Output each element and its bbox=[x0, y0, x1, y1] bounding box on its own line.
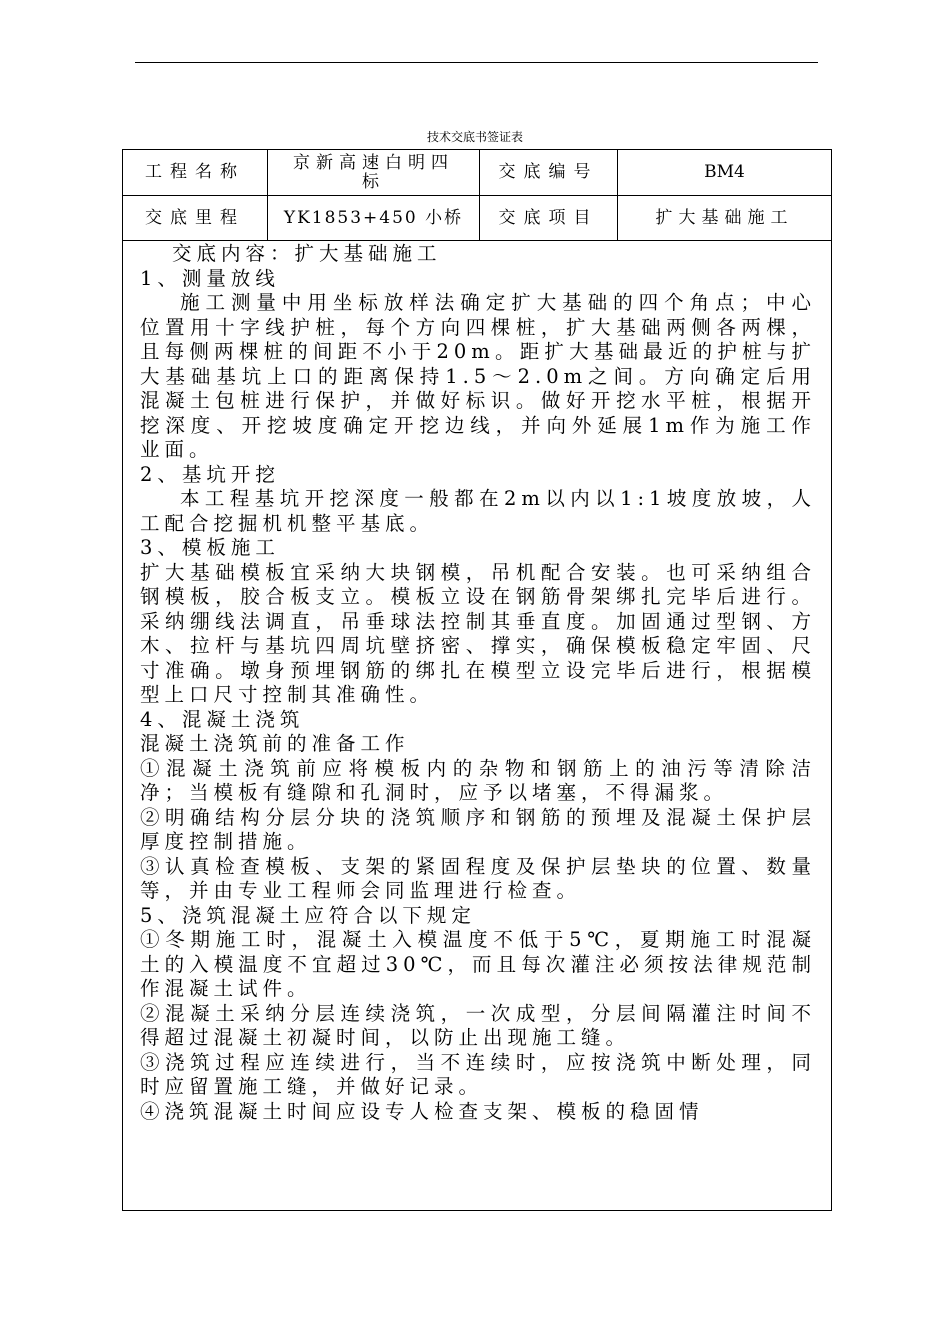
section-heading: 3、模板施工 bbox=[140, 536, 280, 559]
mileage-label: 交底里程 bbox=[123, 196, 268, 240]
section-heading: 4、混凝土浇筑 bbox=[140, 707, 305, 731]
list-item: ①冬期施工时，混凝土入模温度不低于5℃，夏期施工时混凝土的入模温度不宜超过30℃，而且每次灌注必须按法律规范制作混凝土试件。 bbox=[140, 928, 816, 1000]
paragraph: 本工程基坑开挖深度一般都在2m以内以1:1坡度放坡，人工配合挖掘机机整平基底。 bbox=[140, 487, 816, 535]
item-value: 扩大基础施工 bbox=[655, 207, 794, 228]
header-rule bbox=[135, 62, 818, 63]
content-heading: 交底内容：扩大基础施工 bbox=[172, 242, 442, 265]
paragraph: 扩大基础模板宜采纳大块钢模，吊机配合安装。也可采纳组合钢模板，胶合板支立。模板立设在钢筋骨架绑扎完毕后进行。采纳绷线法调直，吊垂球法控制其垂直度。加固通过型钢、方木、拉杆与基坑四周坑壁挤密、撑实，确保模板稳定牢固、尺寸准确。墩身预埋钢筋的绑扎在模型立设完毕后进行，根据模型上口尺寸控制其准确性。 bbox=[140, 560, 816, 706]
form-row-project bbox=[123, 150, 831, 196]
mileage-value: YK1853+450 小桥 bbox=[268, 196, 480, 240]
project-name-label: 工程名称 bbox=[123, 150, 268, 195]
section-heading: 1、测量放线 bbox=[140, 266, 280, 290]
list-item: ①混凝土浇筑前应将模板内的杂物和钢筋上的油污等清除洁净；当模板有缝隙和孔洞时，应予以堵塞，不得漏浆。 bbox=[140, 756, 816, 804]
subheading: 混凝土浇筑前的准备工作 bbox=[140, 732, 410, 755]
paragraph: 施工测量中用坐标放样法确定扩大基础的四个角点；中心位置用十字线护桩，每个方向四棵桩，扩大基础两侧各两棵，且每侧两棵桩的间距不小于20m。距扩大基础最近的护桩与扩大基础基坑上口的距离保持1.5～2.0m之间。方向确定后用混凝土包桩进行保护，并做好标识。做好开挖水平桩，根据开挖深度、开挖坡度确定开挖边线，并向外延展1m作为施工作业面。 bbox=[140, 291, 816, 461]
code-value: BM4 bbox=[704, 162, 745, 182]
list-item: ④浇筑混凝土时间应设专人检查支架、模板的稳固情 bbox=[140, 1099, 704, 1123]
content-body bbox=[140, 242, 816, 1124]
code-label: 交底编号 bbox=[480, 150, 618, 195]
list-item: ③浇筑过程应连续进行，当不连续时，应按浇筑中断处理，同时应留置施工缝，并做好记录。 bbox=[140, 1050, 816, 1098]
section-heading: 2、基坑开挖 bbox=[140, 462, 280, 486]
form-row-mileage bbox=[123, 196, 831, 241]
project-name-value: 京新高速白明四标 bbox=[268, 150, 480, 195]
signoff-form bbox=[122, 149, 832, 1211]
document-title: 技术交底书签证表 bbox=[426, 130, 523, 144]
section-heading: 5、浇筑混凝土应符合以下规定 bbox=[140, 903, 476, 927]
item-label: 交底项目 bbox=[480, 196, 618, 240]
list-item: ③认真检查模板、支架的紧固程度及保护层垫块的位置、数量等，并由专业工程师会同监理进行检查。 bbox=[140, 854, 816, 902]
list-item: ②混凝土采纳分层连续浇筑，一次成型，分层间隔灌注时间不得超过混凝土初凝时间，以防止出现施工缝。 bbox=[140, 1001, 816, 1049]
list-item: ②明确结构分层分块的浇筑顺序和钢筋的预埋及混凝土保护层厚度控制措施。 bbox=[140, 805, 816, 853]
